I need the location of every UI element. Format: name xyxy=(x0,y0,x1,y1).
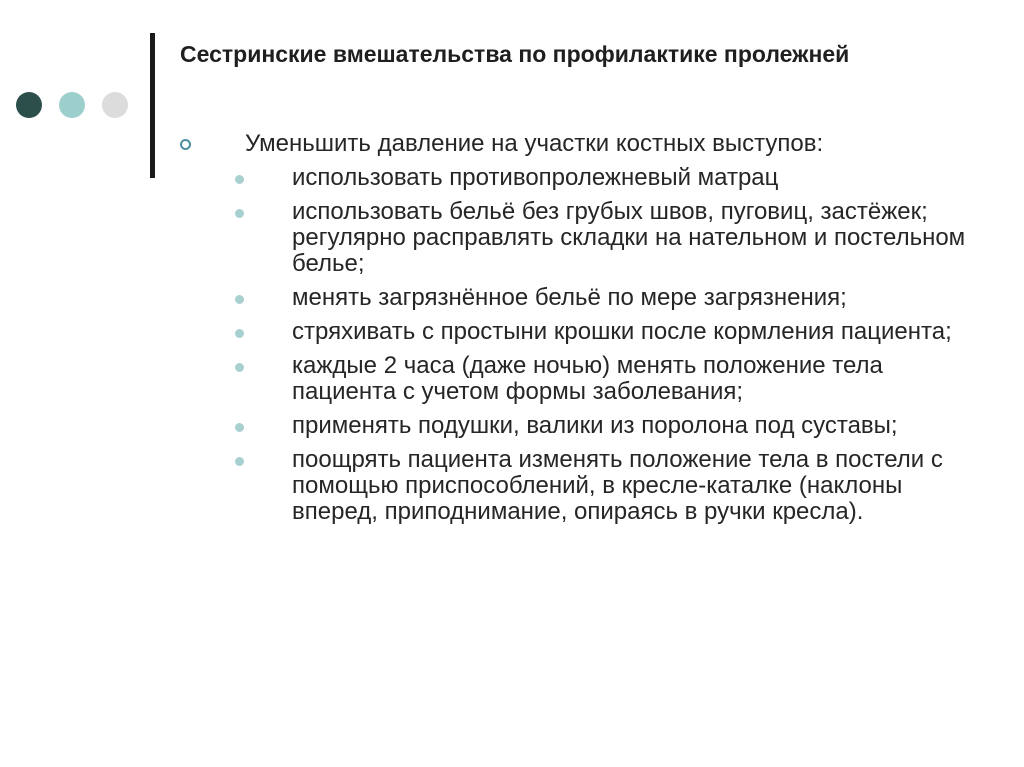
list-item-text: применять подушки, валики из поролона под суставы; xyxy=(292,412,898,439)
list-item xyxy=(178,199,978,277)
main-point xyxy=(178,129,978,159)
list-item-text: менять загрязнённое бельё по мере загрязнения; xyxy=(292,284,847,311)
dot-bullet-icon xyxy=(235,423,244,432)
decorative-dots xyxy=(16,92,136,120)
dot-gray-icon xyxy=(102,92,128,118)
list-item-text: использовать бельё без грубых швов, пуговиц, застёжек; регулярно расправлять складки на нательном и постельном белье; xyxy=(292,198,966,277)
list-item xyxy=(178,447,978,525)
list-item-text: стряхивать с простыни крошки после кормления пациента; xyxy=(292,318,952,345)
slide-content xyxy=(178,129,978,533)
dot-bullet-icon xyxy=(235,175,244,184)
dot-bullet-icon xyxy=(235,457,244,466)
list-item xyxy=(178,319,978,345)
list-item-text: поощрять пациента изменять положение тела в постели с помощью приспособлений, в кресле-каталке (наклоны вперед, приподнимание, опираясь в ручки кресла). xyxy=(292,446,943,525)
slide-title: Сестринские вмешательства по профилактике пролежней xyxy=(180,41,850,67)
dot-bullet-icon xyxy=(235,363,244,372)
dot-dark-icon xyxy=(16,92,42,118)
dot-bullet-icon xyxy=(235,209,244,218)
list-item-text: каждые 2 часа (даже ночью) менять положение тела пациента с учетом формы заболевания; xyxy=(292,352,883,405)
list-item-text: использовать противопролежневый матрац xyxy=(292,164,779,191)
dot-teal-icon xyxy=(59,92,85,118)
dot-bullet-icon xyxy=(235,329,244,338)
ring-bullet-icon xyxy=(180,139,191,150)
sub-list xyxy=(178,165,978,525)
list-item xyxy=(178,165,978,191)
list-item xyxy=(178,413,978,439)
dot-bullet-icon xyxy=(235,295,244,304)
main-point-text: Уменьшить давление на участки костных выступов: xyxy=(245,130,824,157)
list-item xyxy=(178,285,978,311)
vertical-divider xyxy=(150,33,155,178)
list-item xyxy=(178,353,978,405)
